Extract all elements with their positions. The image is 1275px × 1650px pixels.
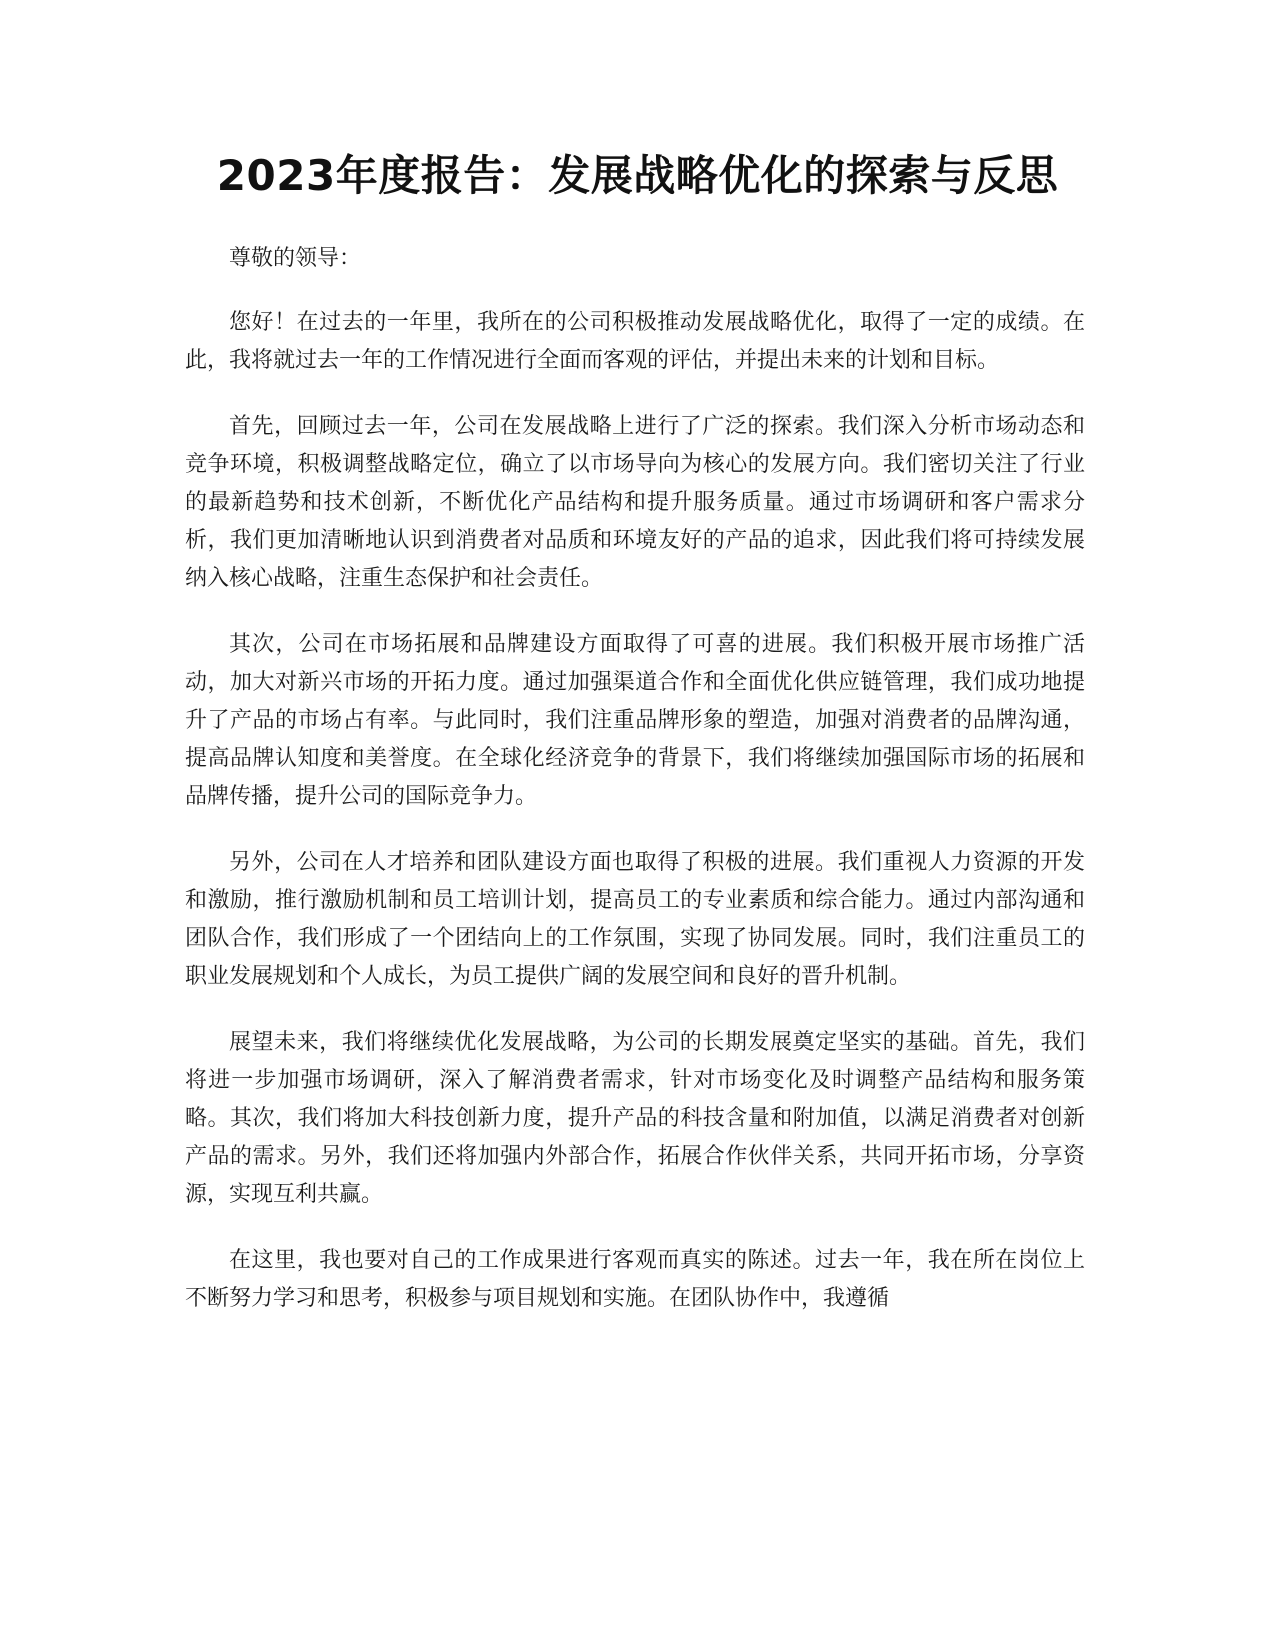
paragraph-outlook: 展望未来，我们将继续优化发展战略，为公司的长期发展奠定坚实的基础。首先，我们将进一步加强市场调研，深入了解消费者需求，针对市场变化及时调整产品结构和服务策略。其次，我们将加大科技创新力度，提升产品的科技含量和附加值，以满足消费者对创新产品的需求。另外，我们还将加强内外部合作，拓展合作伙伴关系，共同开拓市场，分享资源，实现互利共赢。 (185, 1030, 1085, 1207)
salutation: 尊敬的领导： (229, 246, 362, 271)
paragraph-greeting: 您好！在过去的一年里，我所在的公司积极推动发展战略优化，取得了一定的成绩。在此，我将就过去一年的工作情况进行全面而客观的评估，并提出未来的计划和目标。 (185, 310, 1085, 373)
document-title: 2023年度报告：发展战略优化的探索与反思 (216, 151, 1059, 200)
paragraph-strategy-review: 首先，回顾过去一年，公司在发展战略上进行了广泛的探索。我们深入分析市场动态和竞争环境，积极调整战略定位，确立了以市场导向为核心的发展方向。我们密切关注了行业的最新趋势和技术创新，不断优化产品结构和提升服务质量。通过市场调研和客户需求分析，我们更加清晰地认识到消费者对品质和环境友好的产品的追求，因此我们将可持续发展纳入核心战略，注重生态保护和社会责任。 (185, 414, 1085, 591)
paragraph-talent-team: 另外，公司在人才培养和团队建设方面也取得了积极的进展。我们重视人力资源的开发和激励，推行激励机制和员工培训计划，提高员工的专业素质和综合能力。通过内部沟通和团队合作，我们形成了一个团结向上的工作氛围，实现了协同发展。同时，我们注重员工的职业发展规划和个人成长，为员工提供广阔的发展空间和良好的晋升机制。 (185, 850, 1085, 989)
document-body (185, 240, 1085, 1346)
paragraph-self-review: 在这里，我也要对自己的工作成果进行客观而真实的陈述。过去一年，我在所在岗位上不断努力学习和思考，积极参与项目规划和实施。在团队协作中，我遵循 (185, 1248, 1085, 1311)
paragraph-market-brand: 其次，公司在市场拓展和品牌建设方面取得了可喜的进展。我们积极开展市场推广活动，加大对新兴市场的开拓力度。通过加强渠道合作和全面优化供应链管理，我们成功地提升了产品的市场占有率。与此同时，我们注重品牌形象的塑造，加强对消费者的品牌沟通，提高品牌认知度和美誉度。在全球化经济竞争的背景下，我们将继续加强国际市场的拓展和品牌传播，提升公司的国际竞争力。 (185, 632, 1085, 809)
